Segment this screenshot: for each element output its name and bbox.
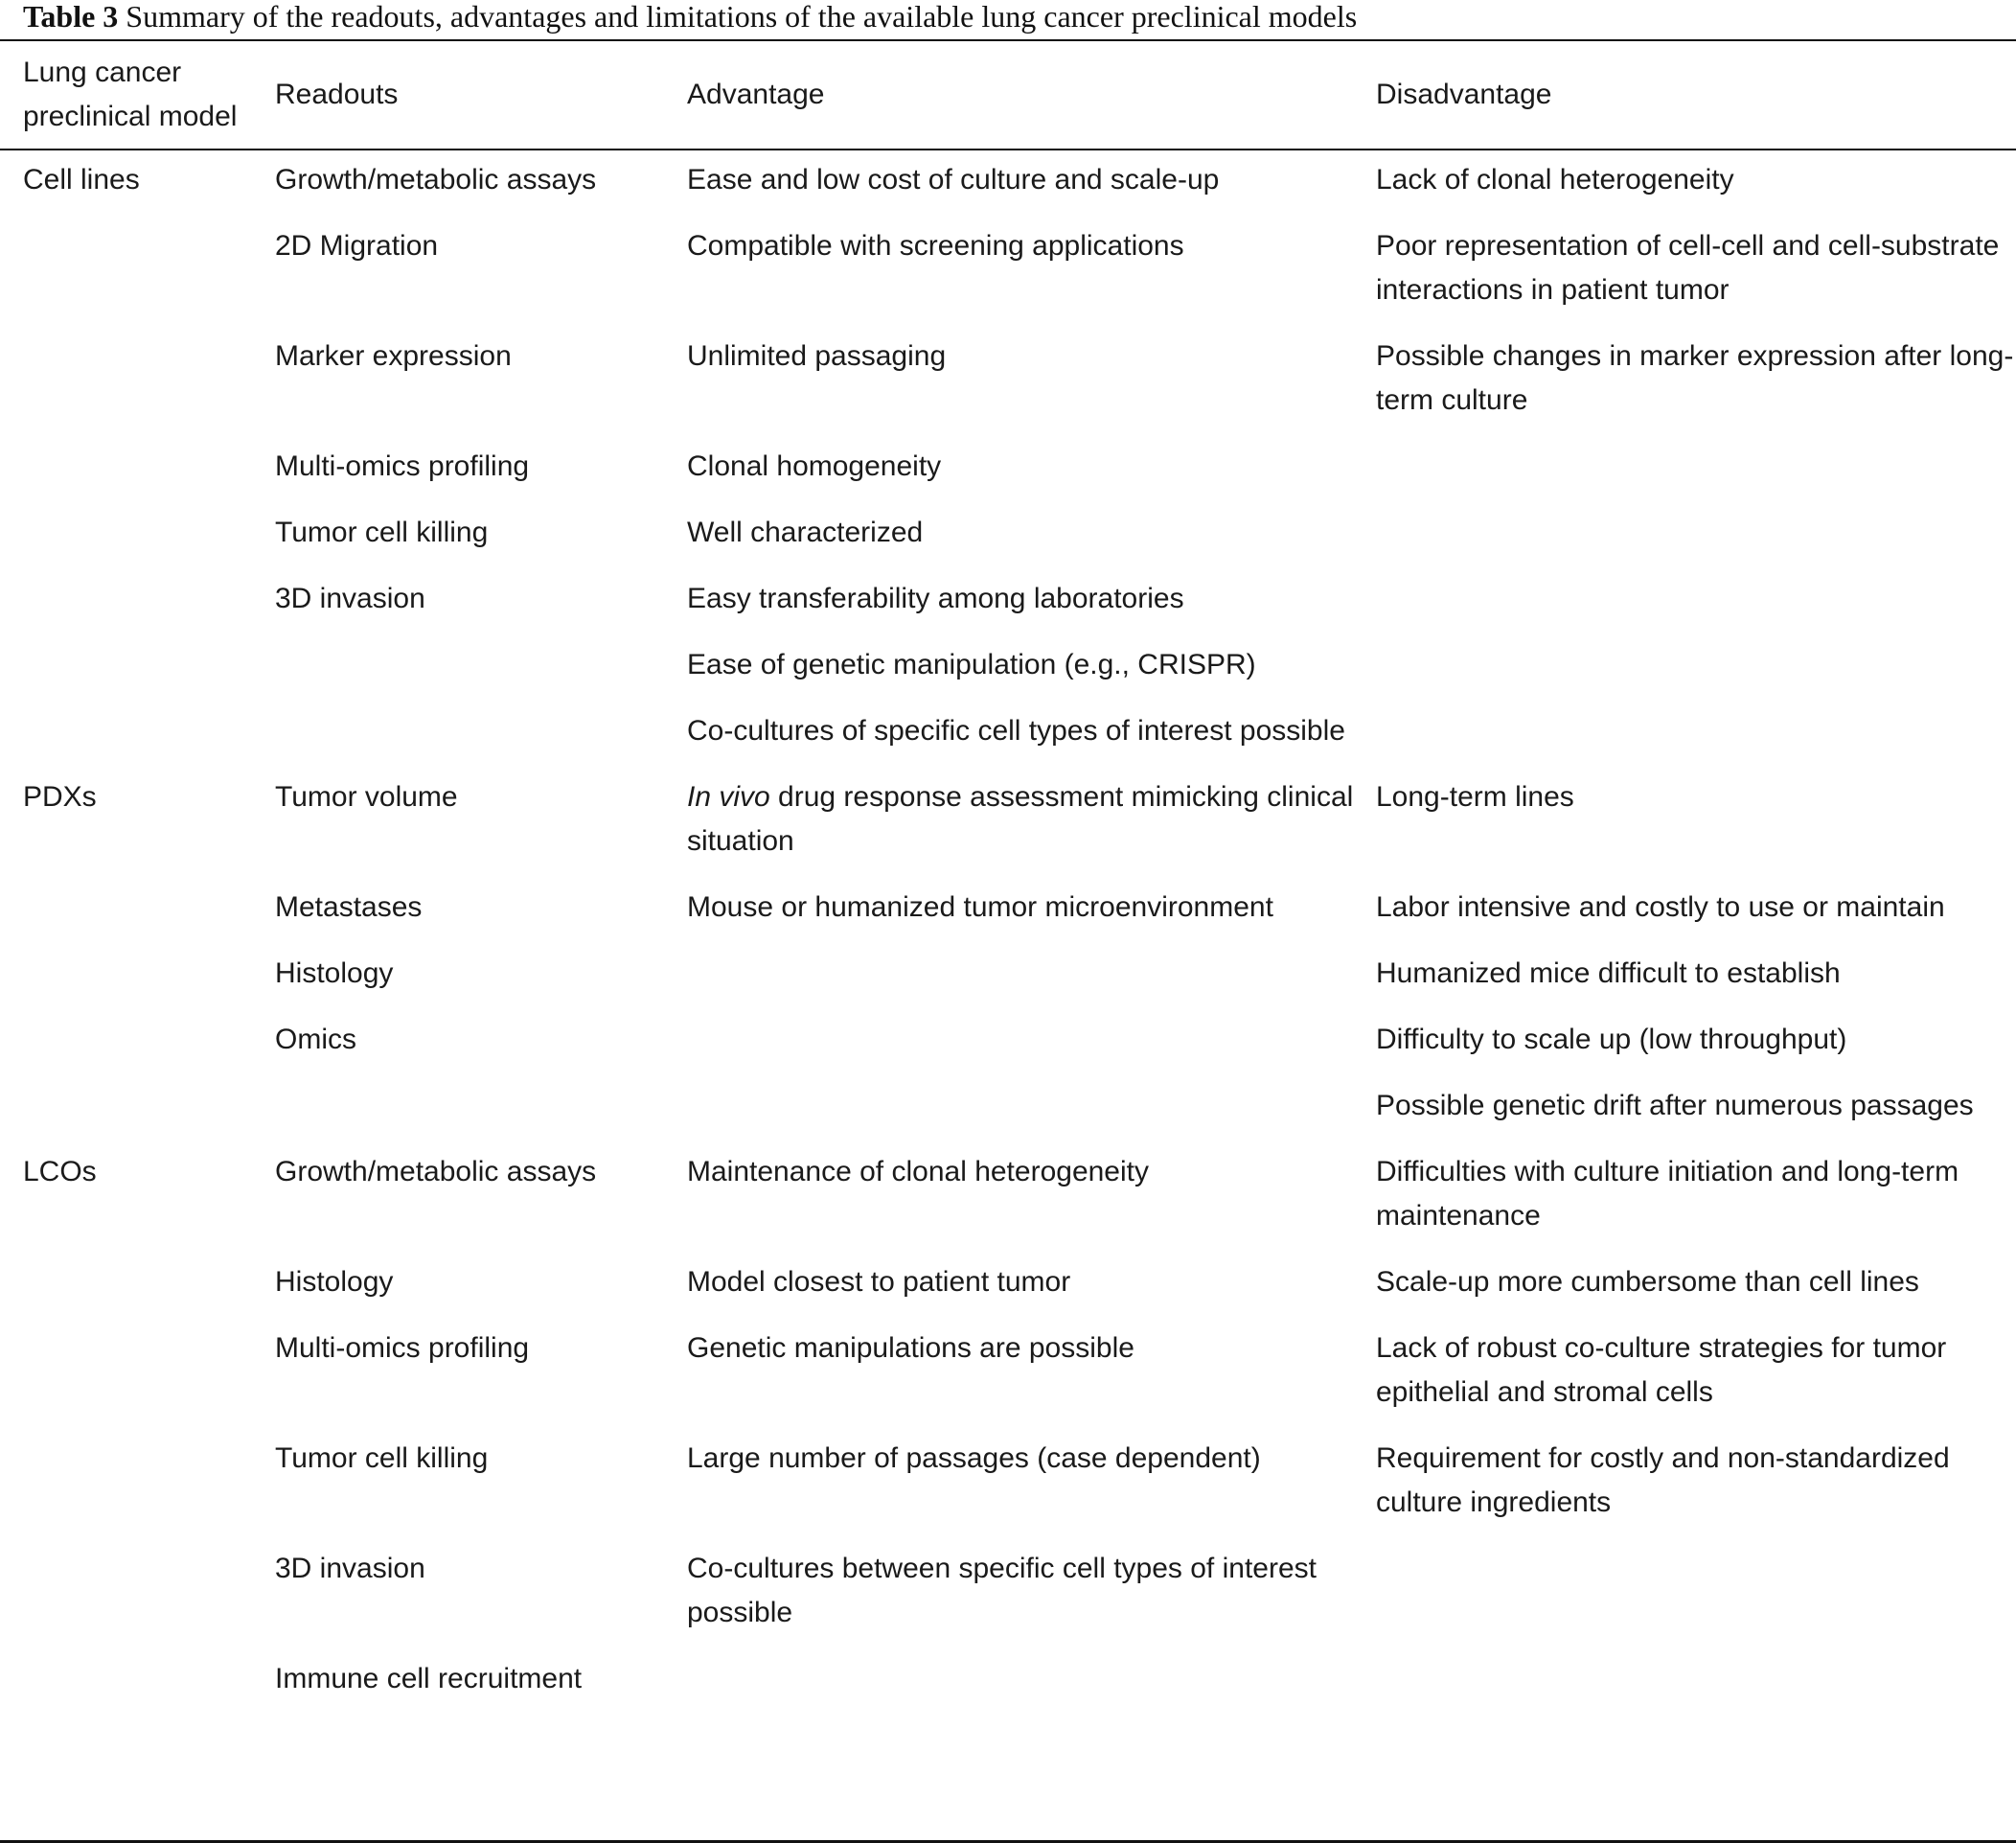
cell-advantage — [687, 1326, 1376, 1437]
table-row — [0, 1150, 2016, 1260]
cell-disadvantage — [1376, 775, 2016, 886]
header-model — [0, 41, 275, 149]
readout-text: 3D invasion — [275, 1553, 425, 1584]
summary-table — [0, 41, 2016, 1723]
cell-advantage — [687, 886, 1376, 952]
disadvantage-text: Scale-up more cumbersome than cell lines — [1376, 1266, 1919, 1298]
cell-advantage — [687, 643, 1376, 709]
cell-advantage — [687, 334, 1376, 445]
cell-advantage — [687, 952, 1376, 1018]
disadvantage-text: Difficulties with culture initiation and long-term maintenance — [1376, 1156, 1959, 1232]
disadvantage-text: Difficulty to scale up (low throughput) — [1376, 1024, 1847, 1055]
cell-disadvantage — [1376, 224, 2016, 334]
cell-readout — [275, 1150, 687, 1260]
advantage-text: Co-cultures of specific cell types of interest possible — [687, 715, 1345, 747]
cell-model — [0, 511, 275, 577]
cell-readout — [275, 775, 687, 886]
disadvantage-text: Lack of robust co-culture strategies for tumor epithelial and stromal cells — [1376, 1332, 1947, 1408]
cell-advantage — [687, 149, 1376, 224]
readout-text: Growth/metabolic assays — [275, 164, 597, 196]
advantage-text: Model closest to patient tumor — [687, 1266, 1071, 1298]
cell-readout — [275, 149, 687, 224]
header-readouts — [275, 41, 687, 149]
cell-advantage — [687, 775, 1376, 886]
table-header — [0, 41, 2016, 149]
cell-advantage — [687, 577, 1376, 643]
cell-readout — [275, 1326, 687, 1437]
latin-term: In vivo — [687, 781, 770, 813]
cell-model — [0, 224, 275, 334]
readout-text: Growth/metabolic assays — [275, 1156, 597, 1187]
disadvantage-text: Possible changes in marker expression after long-term culture — [1376, 340, 2014, 416]
cell-model — [0, 952, 275, 1018]
table-caption-label: Table 3 — [23, 0, 119, 34]
cell-disadvantage — [1376, 149, 2016, 224]
cell-model — [0, 643, 275, 709]
table-row — [0, 1326, 2016, 1437]
table-row — [0, 952, 2016, 1018]
advantage-text: Easy transferability among laboratories — [687, 583, 1184, 614]
readout-text: 2D Migration — [275, 230, 439, 262]
cell-advantage — [687, 224, 1376, 334]
cell-readout — [275, 952, 687, 1018]
cell-model — [0, 1657, 275, 1723]
cell-model — [0, 334, 275, 445]
table-row — [0, 709, 2016, 775]
table-row — [0, 1084, 2016, 1150]
cell-advantage — [687, 1150, 1376, 1260]
header-disadvantage-text: Disadvantage — [1376, 79, 1552, 110]
cell-disadvantage — [1376, 1326, 2016, 1437]
advantage-text: Unlimited passaging — [687, 340, 947, 372]
cell-model — [0, 1547, 275, 1657]
disadvantage-text: Humanized mice difficult to establish — [1376, 957, 1841, 989]
readout-text: Multi-omics profiling — [275, 450, 530, 482]
advantage-text: Ease of genetic manipulation (e.g., CRISPR) — [687, 649, 1256, 680]
cell-model — [0, 1326, 275, 1437]
readout-text: Histology — [275, 957, 394, 989]
cell-model — [0, 1260, 275, 1326]
cell-model — [0, 886, 275, 952]
readout-text: 3D invasion — [275, 583, 425, 614]
disadvantage-text: Long-term lines — [1376, 781, 1574, 813]
cell-model — [0, 1018, 275, 1084]
cell-model — [0, 577, 275, 643]
table-row — [0, 224, 2016, 334]
cell-disadvantage — [1376, 445, 2016, 511]
cell-advantage — [687, 1084, 1376, 1150]
advantage-text: Genetic manipulations are possible — [687, 1332, 1134, 1364]
table-row — [0, 1260, 2016, 1326]
readout-text: Immune cell recruitment — [275, 1663, 583, 1694]
advantage-text: Ease and low cost of culture and scale-up — [687, 164, 1220, 196]
readout-text: Metastases — [275, 891, 423, 923]
model-text: Cell lines — [23, 164, 140, 196]
cell-readout — [275, 511, 687, 577]
table-caption-text: Summary of the readouts, advantages and limitations of the available lung cancer preclinical models — [118, 0, 1358, 34]
cell-readout — [275, 1018, 687, 1084]
cell-advantage — [687, 709, 1376, 775]
cell-advantage — [687, 1260, 1376, 1326]
readout-text: Multi-omics profiling — [275, 1332, 530, 1364]
cell-readout — [275, 1547, 687, 1657]
advantage-text: Clonal homogeneity — [687, 450, 942, 482]
cell-readout — [275, 577, 687, 643]
advantage-text: Co-cultures between specific cell types of interest possible — [687, 1553, 1317, 1628]
cell-readout — [275, 643, 687, 709]
cell-readout — [275, 1260, 687, 1326]
cell-disadvantage — [1376, 709, 2016, 775]
advantage-text: Large number of passages (case dependent) — [687, 1442, 1261, 1474]
cell-disadvantage — [1376, 643, 2016, 709]
advantage-text: In vivo drug response assessment mimicking clinical situation — [687, 781, 1354, 857]
table-row — [0, 643, 2016, 709]
readout-text: Histology — [275, 1266, 394, 1298]
header-row — [0, 41, 2016, 149]
header-model-text: Lung cancer preclinical model — [23, 57, 238, 132]
table-row — [0, 577, 2016, 643]
cell-model — [0, 1437, 275, 1547]
cell-advantage — [687, 1547, 1376, 1657]
cell-disadvantage — [1376, 1150, 2016, 1260]
advantage-text: Well characterized — [687, 517, 924, 548]
disadvantage-text: Labor intensive and costly to use or maintain — [1376, 891, 1945, 923]
cell-readout — [275, 445, 687, 511]
cell-readout — [275, 1437, 687, 1547]
table-row — [0, 511, 2016, 577]
readout-text: Tumor volume — [275, 781, 458, 813]
readout-text: Tumor cell killing — [275, 1442, 489, 1474]
table-row — [0, 334, 2016, 445]
cell-readout — [275, 334, 687, 445]
table-row — [0, 1437, 2016, 1547]
disadvantage-text: Possible genetic drift after numerous passages — [1376, 1090, 1974, 1121]
cell-disadvantage — [1376, 334, 2016, 445]
cell-disadvantage — [1376, 577, 2016, 643]
cell-readout — [275, 1084, 687, 1150]
table-row — [0, 1018, 2016, 1084]
advantage-text: Maintenance of clonal heterogeneity — [687, 1156, 1149, 1187]
cell-disadvantage — [1376, 1018, 2016, 1084]
table-row — [0, 886, 2016, 952]
readout-text: Marker expression — [275, 340, 512, 372]
disadvantage-text: Poor representation of cell-cell and cell-substrate interactions in patient tumor — [1376, 230, 2000, 306]
cell-advantage — [687, 445, 1376, 511]
cell-advantage — [687, 511, 1376, 577]
advantage-text: Mouse or humanized tumor microenvironment — [687, 891, 1273, 923]
cell-disadvantage — [1376, 1437, 2016, 1547]
cell-disadvantage — [1376, 886, 2016, 952]
table-row — [0, 1547, 2016, 1657]
table-row — [0, 1657, 2016, 1723]
cell-advantage — [687, 1657, 1376, 1723]
disadvantage-text: Lack of clonal heterogeneity — [1376, 164, 1734, 196]
cell-model — [0, 1150, 275, 1260]
advantage-text: Compatible with screening applications — [687, 230, 1184, 262]
cell-disadvantage — [1376, 1657, 2016, 1723]
cell-disadvantage — [1376, 1260, 2016, 1326]
header-advantage — [687, 41, 1376, 149]
model-text: PDXs — [23, 781, 97, 813]
cell-model — [0, 1084, 275, 1150]
cell-readout — [275, 886, 687, 952]
header-disadvantage — [1376, 41, 2016, 149]
readout-text: Omics — [275, 1024, 356, 1055]
table-body — [0, 149, 2016, 1723]
cell-disadvantage — [1376, 1084, 2016, 1150]
cell-model — [0, 775, 275, 886]
cell-readout — [275, 709, 687, 775]
disadvantage-text: Requirement for costly and non-standardized culture ingredients — [1376, 1442, 1950, 1518]
cell-disadvantage — [1376, 1547, 2016, 1657]
table-caption — [23, 0, 1357, 36]
table-row — [0, 445, 2016, 511]
header-readouts-text: Readouts — [275, 79, 399, 110]
cell-readout — [275, 224, 687, 334]
model-text: LCOs — [23, 1156, 97, 1187]
cell-model — [0, 709, 275, 775]
header-advantage-text: Advantage — [687, 79, 825, 110]
table-row — [0, 775, 2016, 886]
cell-advantage — [687, 1437, 1376, 1547]
cell-advantage — [687, 1018, 1376, 1084]
readout-text: Tumor cell killing — [275, 517, 489, 548]
cell-disadvantage — [1376, 511, 2016, 577]
cell-disadvantage — [1376, 952, 2016, 1018]
cell-readout — [275, 1657, 687, 1723]
cell-model — [0, 445, 275, 511]
cell-model — [0, 149, 275, 224]
table-row — [0, 149, 2016, 224]
